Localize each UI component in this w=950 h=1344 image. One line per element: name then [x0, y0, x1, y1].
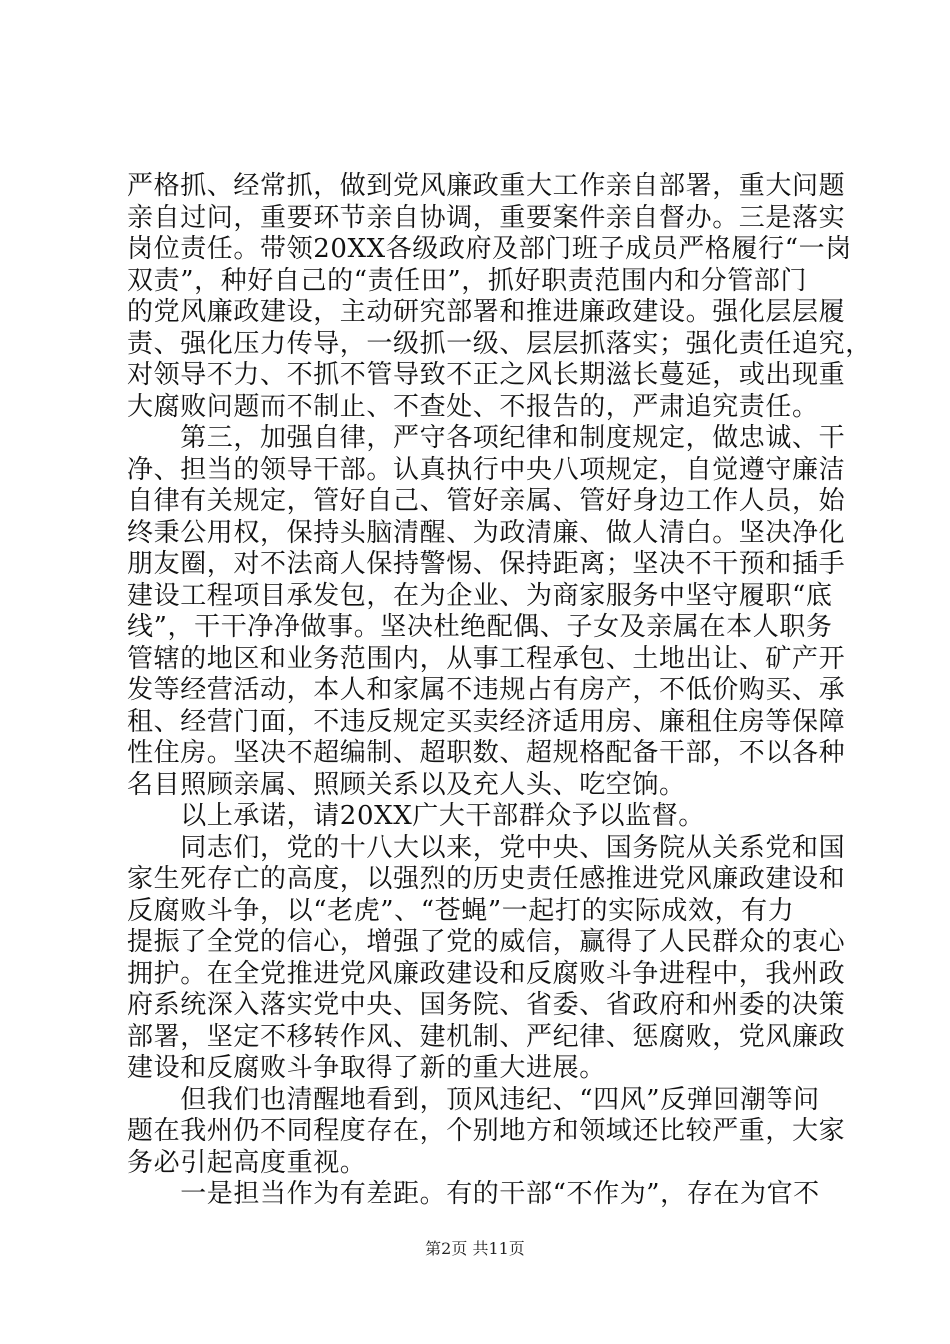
text-line: 但我们也清醒地看到，顶风违纪、“四风”反弹回潮等问	[127, 1084, 820, 1115]
text-line: 反腐败斗争，以“老虎”、“苍蝇”一起打的实际成效，有力	[127, 895, 795, 926]
text-line: 大腐败问题而不制止、不查处、不报告的，严肃追究责任。	[127, 391, 819, 422]
text-line: 部署，坚定不移转作风、建机制、严纪律、惩腐败，党风廉政	[127, 1021, 846, 1052]
text-line: 岗位责任。带领20XX各级政府及部门班子成员严格履行“一岗	[127, 234, 852, 264]
text-line: 第三，加强自律，严守各项纪律和制度规定，做忠诚、干	[127, 423, 846, 453]
text-line: 以上承诺，请20XX广大干部群众予以监督。	[127, 801, 705, 831]
page-number-footer: 第2页 共11页	[425, 1239, 525, 1258]
text-line: 自律有关规定，管好自己、管好亲属、管好身边工作人员，始	[127, 486, 846, 516]
text-line: 拥护。在全党推进党风廉政建设和反腐败斗争进程中，我州政	[127, 958, 846, 989]
text-line: 终秉公用权，保持头脑清醒、为政清廉、做人清白。坚决净化	[127, 517, 846, 548]
text-line: 亲自过问，重要环节亲自协调，重要案件亲自督办。三是落实	[127, 202, 846, 233]
text-line: 一是担当作为有差距。有的干部“不作为”，存在为官不	[127, 1179, 820, 1209]
text-line: 建设和反腐败斗争取得了新的重大进展。	[127, 1053, 606, 1083]
text-line: 提振了全党的信心，增强了党的威信，赢得了人民群众的衷心	[127, 927, 846, 957]
text-line: 务必引起高度重视。	[127, 1147, 367, 1178]
text-line: 的党风廉政建设，主动研究部署和推进廉政建设。强化层层履	[127, 297, 846, 327]
text-line: 性住房。坚决不超编制、超职数、超规格配备干部，不以各种	[127, 738, 846, 768]
text-line: 朋友圈，对不法商人保持警惕、保持距离；坚决不干预和插手	[127, 549, 846, 579]
text-line: 同志们，党的十八大以来，党中央、国务院从关系党和国	[127, 832, 846, 863]
text-line: 发等经营活动，本人和家属不违规占有房产，不低价购买、承	[127, 675, 846, 705]
text-line: 租、经营门面，不违反规定买卖经济适用房、廉租住房等保障	[127, 706, 846, 737]
text-line: 责、强化压力传导，一级抓一级、层层抓落实；强化责任追究，	[127, 328, 872, 359]
text-line: 管辖的地区和业务范围内，从事工程承包、土地出让、矿产开	[127, 643, 846, 674]
text-line: 严格抓、经常抓，做到党风廉政重大工作亲自部署，重大问题	[127, 171, 846, 201]
text-line: 净、担当的领导干部。认真执行中央八项规定，自觉遵守廉洁	[127, 454, 846, 485]
body-text	[127, 171, 872, 1211]
text-line: 对领导不力、不抓不管导致不正之风长期滋长蔓延，或出现重	[127, 360, 846, 390]
text-line: 家生死存亡的高度，以强烈的历史责任感推进党风廉政建设和	[127, 864, 846, 894]
text-line: 名目照顾亲属、照顾关系以及充人头、吃空饷。	[127, 769, 686, 800]
text-line: 府系统深入落实党中央、国务院、省委、省政府和州委的决策	[127, 990, 846, 1020]
text-line: 双责”，种好自己的“责任田”，抓好职责范围内和分管部门	[127, 265, 808, 296]
text-line: 建设工程项目承发包，在为企业、为商家服务中坚守履职“底	[127, 580, 833, 611]
text-line: 题在我州仍不同程度存在，个别地方和领域还比较严重，大家	[127, 1116, 846, 1146]
text-line: 线”，干干净净做事。坚决杜绝配偶、子女及亲属在本人职务	[127, 612, 833, 642]
